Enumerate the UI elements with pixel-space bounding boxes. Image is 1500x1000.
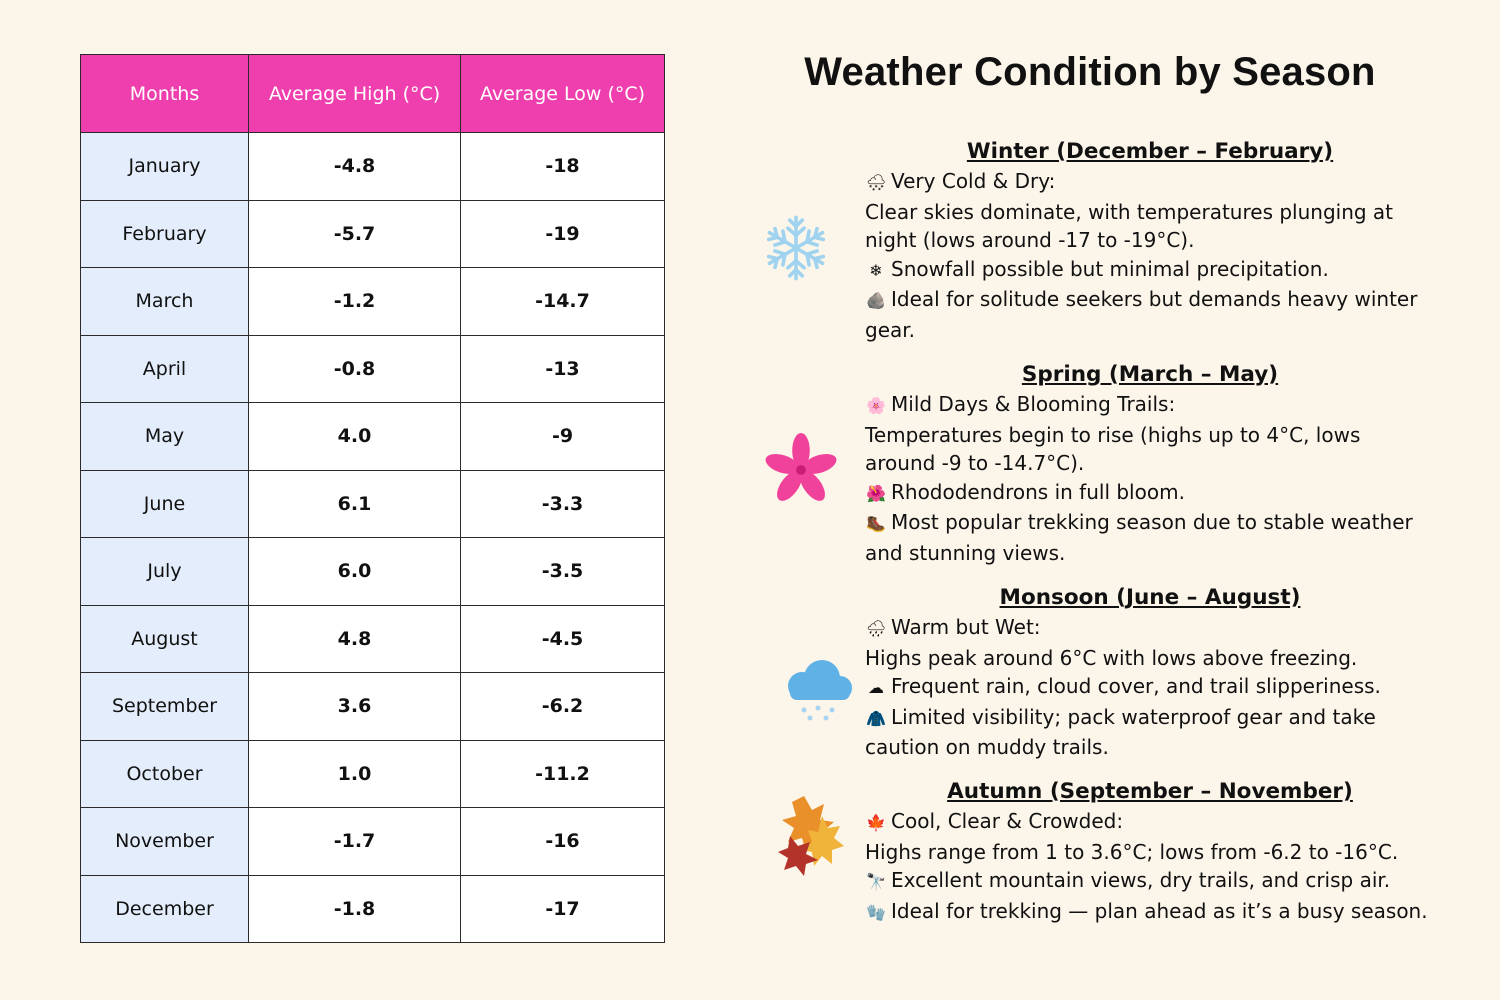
high-cell: 4.8	[249, 605, 461, 673]
table-row	[81, 200, 665, 268]
flower-icon	[762, 430, 840, 510]
high-cell: -1.2	[249, 268, 461, 336]
season-line: 🌧 Warm but Wet:	[865, 613, 1435, 644]
table-row	[81, 538, 665, 606]
season-line: 🧤 Ideal for trekking — plan ahead as it’s a busy season.	[865, 897, 1435, 928]
rock-icon: 🪨	[866, 291, 886, 310]
month-cell: August	[81, 605, 249, 673]
low-cell: -11.2	[461, 740, 665, 808]
rain-icon: 🌧	[865, 619, 887, 638]
table-row	[81, 268, 665, 336]
month-cell: October	[81, 740, 249, 808]
season-line: ☁ Frequent rain, cloud cover, and trail slipperiness.	[865, 672, 1435, 703]
table-row	[81, 875, 665, 943]
season-heading: Autumn (September – November)	[947, 779, 1353, 804]
low-cell: -19	[461, 200, 665, 268]
column-header-average-high: Average High (°C)	[249, 55, 461, 133]
cherry-blossom-icon: 🌸	[866, 396, 886, 415]
low-cell: -3.3	[461, 470, 665, 538]
season-line: 🌺 Rhododendrons in full bloom.	[865, 478, 1435, 509]
month-cell: January	[81, 133, 249, 201]
low-cell: -4.5	[461, 605, 665, 673]
season-line: Temperatures begin to rise (highs up to 4°C, lows around -9 to -14.7°C).	[865, 422, 1361, 475]
low-cell: -9	[461, 403, 665, 471]
low-cell: -3.5	[461, 538, 665, 606]
season-autumn	[865, 778, 1435, 927]
cloud-icon: ☁	[868, 678, 884, 697]
maple-leaf-icon: 🍁	[866, 813, 886, 832]
season-heading: Monsoon (June – August)	[999, 585, 1301, 610]
table-row	[81, 335, 665, 403]
temperature-table	[80, 54, 665, 943]
month-cell: June	[81, 470, 249, 538]
low-cell: -16	[461, 808, 665, 876]
season-line: ❄ Snowfall possible but minimal precipitation.	[865, 255, 1435, 286]
season-winter	[865, 138, 1435, 344]
season-line: 🍁 Cool, Clear & Crowded:	[865, 807, 1435, 838]
high-cell: 3.6	[249, 673, 461, 741]
season-line: Clear skies dominate, with temperatures plunging at night (lows around -17 to -19°C).	[865, 199, 1394, 252]
table-row	[81, 133, 665, 201]
season-monsoon	[865, 584, 1435, 762]
column-header-average-low: Average Low (°C)	[461, 55, 665, 133]
low-cell: -18	[461, 133, 665, 201]
high-cell: 6.1	[249, 470, 461, 538]
temperature-table-container	[80, 54, 664, 943]
low-cell: -13	[461, 335, 665, 403]
month-cell: March	[81, 268, 249, 336]
high-cell: 1.0	[249, 740, 461, 808]
table-row	[81, 605, 665, 673]
table-row	[81, 673, 665, 741]
snow-cloud-icon: 🌨	[865, 173, 887, 192]
hibiscus-icon: 🌺	[866, 483, 886, 503]
snowflake-small-icon: ❄	[869, 260, 883, 280]
month-cell: September	[81, 673, 249, 741]
season-spring	[865, 361, 1435, 567]
gloves-icon: 🧤	[866, 902, 886, 922]
month-cell: December	[81, 875, 249, 943]
season-line: 🪨 Ideal for solitude seekers but demands heavy winter gear.	[865, 287, 1418, 342]
season-line: 🔭 Excellent mountain views, dry trails, and crisp air.	[865, 866, 1435, 897]
table-row	[81, 740, 665, 808]
high-cell: -0.8	[249, 335, 461, 403]
season-line: Highs range from 1 to 3.6°C; lows from -6.2 to -16°C.	[865, 839, 1399, 864]
column-header-months: Months	[81, 55, 249, 133]
high-cell: -5.7	[249, 200, 461, 268]
low-cell: -14.7	[461, 268, 665, 336]
hiking-boot-icon: 🥾	[866, 514, 886, 533]
autumn-leaves-icon	[776, 792, 848, 878]
high-cell: -1.7	[249, 808, 461, 876]
raincoat-icon: 🧥	[866, 708, 886, 728]
rain-cloud-icon	[778, 654, 858, 724]
season-heading: Winter (December – February)	[966, 139, 1334, 164]
season-line: 🧥 Limited visibility; pack waterproof gear and take caution on muddy trails.	[865, 704, 1376, 759]
low-cell: -17	[461, 875, 665, 943]
month-cell: May	[81, 403, 249, 471]
high-cell: -1.8	[249, 875, 461, 943]
table-row	[81, 403, 665, 471]
season-line: 🥾 Most popular trekking season due to stable weather and stunning views.	[865, 510, 1413, 565]
snowflake-icon	[760, 208, 832, 288]
season-line: 🌸 Mild Days & Blooming Trails:	[865, 390, 1435, 421]
telescope-icon: 🔭	[866, 872, 886, 891]
season-line: 🌨 Very Cold & Dry:	[865, 167, 1435, 198]
table-row	[81, 808, 665, 876]
low-cell: -6.2	[461, 673, 665, 741]
table-header-row	[81, 55, 665, 133]
table-row	[81, 470, 665, 538]
month-cell: April	[81, 335, 249, 403]
high-cell: 4.0	[249, 403, 461, 471]
high-cell: 6.0	[249, 538, 461, 606]
month-cell: July	[81, 538, 249, 606]
month-cell: November	[81, 808, 249, 876]
page-title: Weather Condition by Season	[804, 50, 1376, 94]
season-line: Highs peak around 6°C with lows above freezing.	[865, 645, 1358, 670]
month-cell: February	[81, 200, 249, 268]
high-cell: -4.8	[249, 133, 461, 201]
season-heading: Spring (March – May)	[1021, 362, 1279, 387]
